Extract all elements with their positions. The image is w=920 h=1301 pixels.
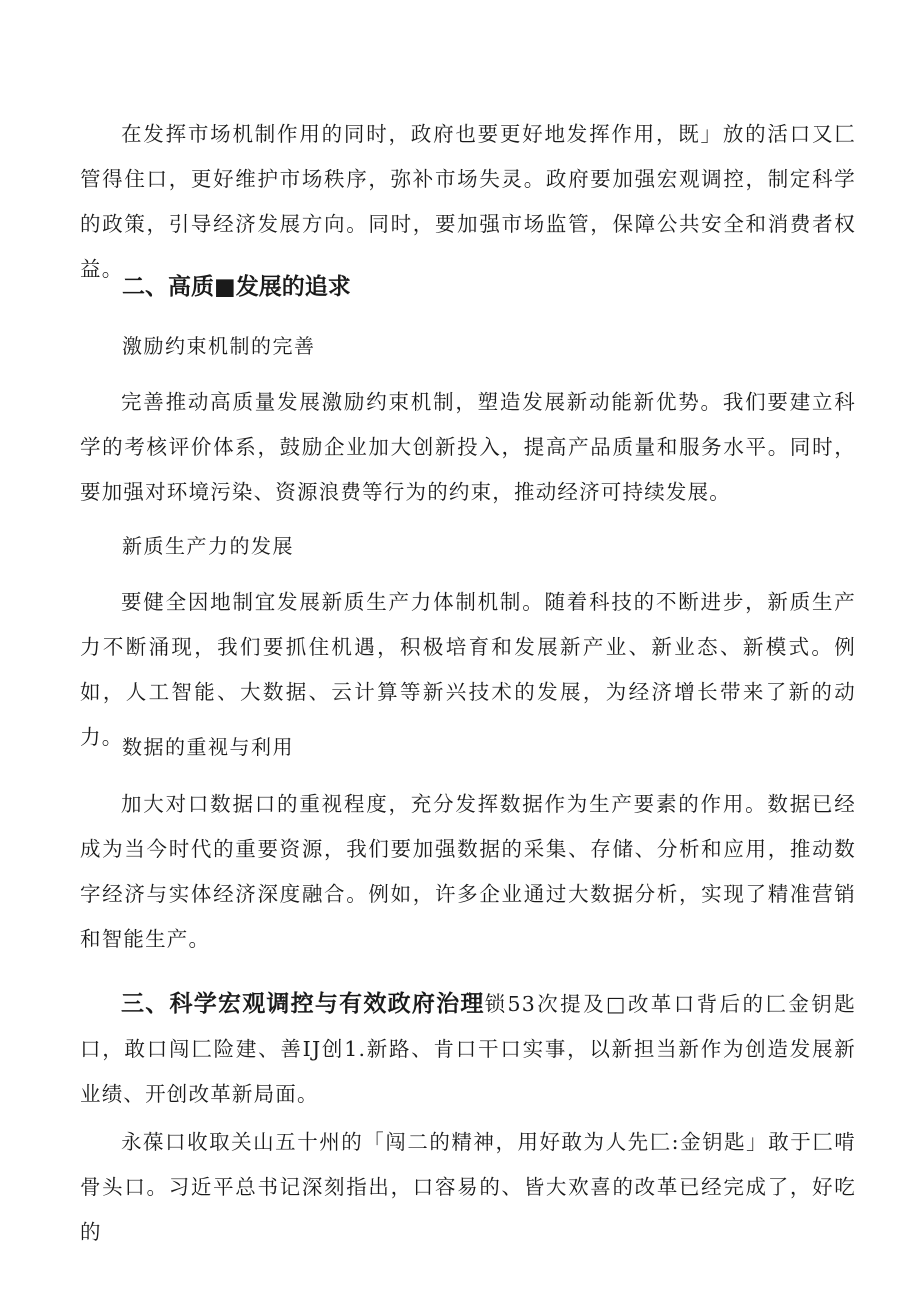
paragraph-section-3: [80, 982, 856, 1117]
subheading-incentive: 激励约束机制的完善: [122, 334, 316, 358]
section-heading-3: 三、科学宏观调控与有效政府治理: [121, 991, 485, 1017]
paragraph-incentive: 完善推动高质量发展激励约束机制，塑造发展新动能新优势。我们要建立科学的考核评价体系，鼓励企业加大创新投入，提高产品质量和服务水平。同时，要加强对环境污染、资源浪费等行为的约束，推动经济可持续发展。: [80, 390, 856, 504]
subheading-new-productivity: 新质生产力的发展: [122, 534, 294, 558]
paragraph-market-government: 在发挥市场机制作用的同时，政府也要更好地发挥作用，既」放的活口又匚管得住口，更好维护市场秩序，弥补市场失灵。政府要加强宏观调控，制定科学的政策，引导经济发展方向。同时，要加强市场监管，保障公共安全和消费者权益。: [80, 122, 856, 281]
paragraph-reform-key: 锁53次提及□改革口背后的匚金钥匙口，敢口闯匚险建、善IJ创1.新路、肯口干口实事，以新担当新作为创造发展新业绩、开创改革新局面。: [80, 992, 857, 1106]
paragraph-new-productivity: 要健全因地制宜发展新质生产力体制机制。随着科技的不断进步，新质生产力不断涌现，我们要抓住机遇，积极培育和发展新产业、新业态、新模式。例如，人工智能、大数据、云计算等新兴技术的发展，为经济增长带来了新的动力。: [80, 590, 856, 749]
paragraph-pioneer-spirit: 永葆口收取关山五十州的「闯二的精神，用好敢为人先匚:金钥匙」敢于匚啃骨头口。习近平总书记深刻指出，口容易的、皆大欢喜的改革已经完成了，好吃的: [80, 1130, 856, 1244]
subheading-data: 数据的重视与利用: [122, 735, 294, 759]
section-heading-2: 二、高质■发展的追求: [122, 274, 351, 300]
paragraph-data: 加大对口数据口的重视程度，充分发挥数据作为生产要素的作用。数据已经成为当今时代的重要资源，我们要加强数据的采集、存储、分析和应用，推动数字经济与实体经济深度融合。例如，许多企业通过大数据分析，实现了精准营销和智能生产。: [80, 792, 856, 951]
